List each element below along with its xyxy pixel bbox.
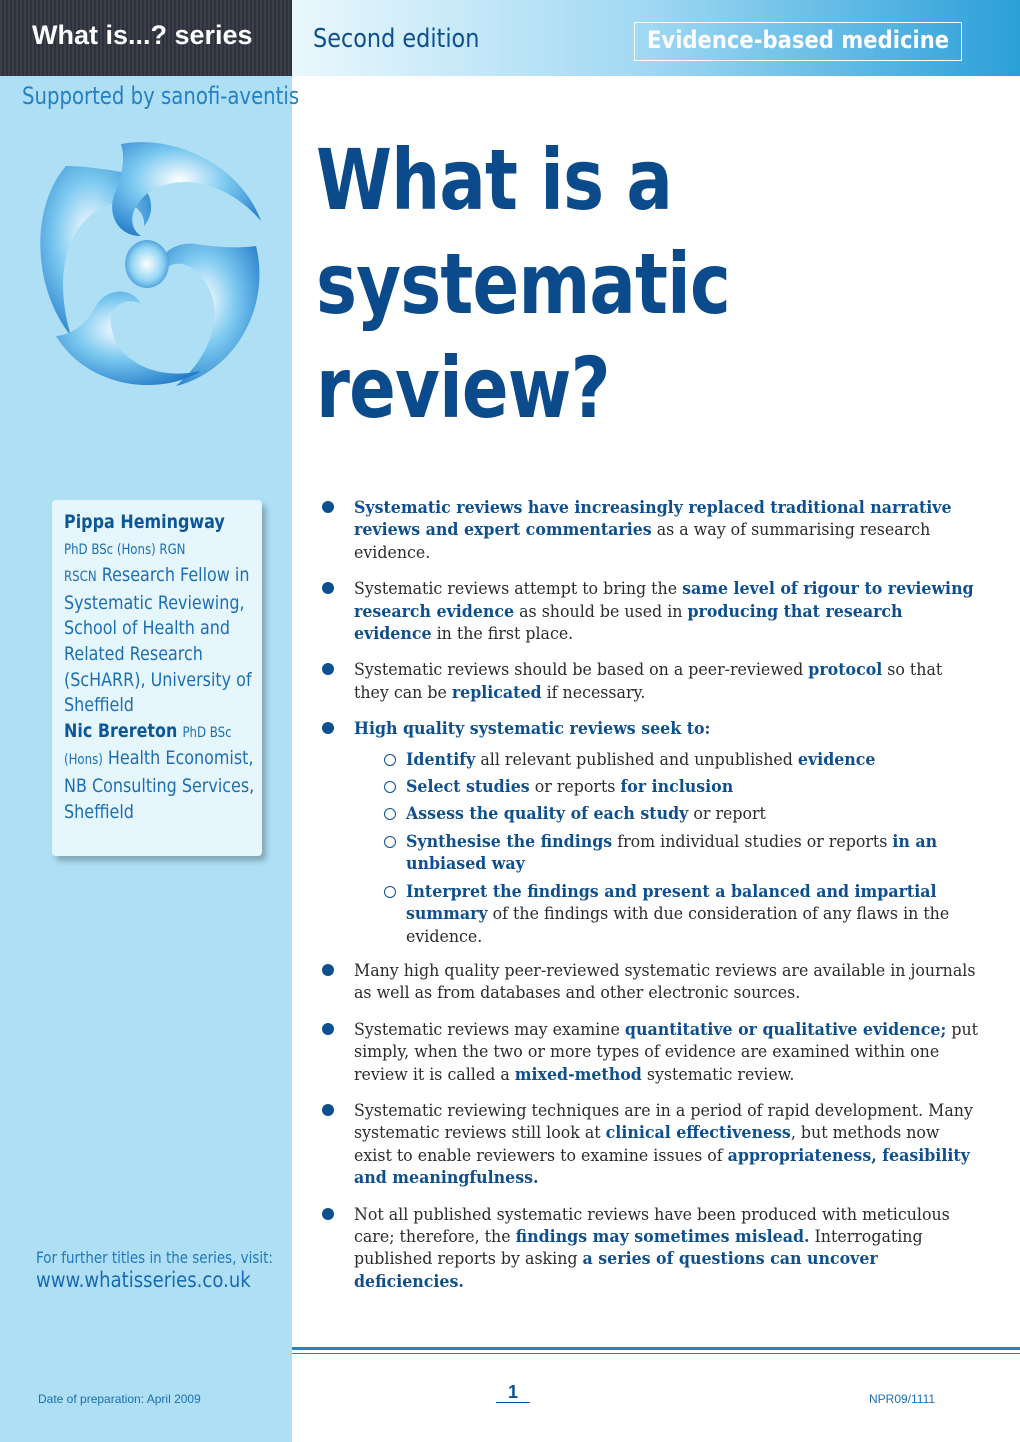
bullet-dot-icon xyxy=(322,501,334,513)
topic-box xyxy=(634,22,962,61)
body-text: as a way of summarising research evidence. xyxy=(354,520,931,563)
sponsor-line: Supported by sanofi-aventis xyxy=(22,82,300,110)
key-points-list xyxy=(320,497,980,1307)
edition-label: Second edition xyxy=(313,24,480,54)
author-1-rscn: RSCN xyxy=(64,569,97,586)
body-text: Systematic reviewing techniques are in a period of rapid development. Many systematic reviews still look at xyxy=(354,1100,973,1144)
emphasis-text: Select studies xyxy=(406,777,530,798)
emphasis-text: High quality systematic reviews seek to: xyxy=(354,719,711,740)
date-of-preparation: Date of preparation: April 2009 xyxy=(38,1392,201,1406)
emphasis-text: mixed-method xyxy=(514,1064,642,1085)
bullet-dot-icon xyxy=(322,1104,334,1116)
title-line-1: What is a xyxy=(316,131,673,229)
emphasis-text: quantitative or qualitative evidence; xyxy=(624,1019,947,1040)
bullet-item xyxy=(320,1100,980,1190)
emphasis-text: clinical effectiveness xyxy=(605,1123,791,1144)
bullet-item xyxy=(320,1204,980,1294)
footer-rule-thin xyxy=(292,1353,1020,1354)
sub-item xyxy=(320,776,980,798)
emphasis-text: protocol xyxy=(808,660,883,681)
body-text: Systematic reviews may examine xyxy=(354,1019,625,1040)
bullet-item xyxy=(320,497,980,564)
body-text: so that they can be xyxy=(354,660,943,703)
body-text: Systematic reviews should be based on a peer-reviewed xyxy=(354,660,809,681)
body-text: in the first place. xyxy=(431,624,574,645)
emphasis-text: Interpret the findings and present a balanced and impartial summary xyxy=(406,881,937,925)
bullet-dot-icon xyxy=(322,964,334,976)
sub-item xyxy=(320,831,980,876)
emphasis-text: for inclusion xyxy=(620,777,734,798)
document-code: NPR09/1111 xyxy=(869,1392,936,1406)
author-2-hons: (Hons) xyxy=(64,752,103,769)
swirl-center xyxy=(125,240,169,288)
body-text: all relevant published and unpublished xyxy=(475,749,798,770)
emphasis-text: producing that research evidence xyxy=(354,601,903,645)
title-line-3: review? xyxy=(316,339,610,437)
bullet-dot-icon xyxy=(322,582,334,594)
emphasis-text: Identify xyxy=(406,749,476,770)
bullet-item xyxy=(320,718,980,740)
bullet-item xyxy=(320,1019,980,1086)
further-titles-label: For further titles in the series, visit: xyxy=(36,1248,273,1267)
bullet-dot-icon xyxy=(322,1208,334,1220)
page-number: 1 xyxy=(496,1382,530,1403)
bullet-item xyxy=(320,960,980,1005)
body-text: as should be used in xyxy=(514,601,688,622)
sub-item xyxy=(320,803,980,825)
emphasis-text: findings may sometimes mislead. xyxy=(515,1226,810,1247)
sub-item xyxy=(320,881,980,948)
body-text: or report xyxy=(688,804,766,825)
author-1-name: Pippa Hemingway xyxy=(64,511,225,533)
emphasis-text: Systematic reviews have increasingly replaced traditional narrative reviews and expert commentaries xyxy=(354,498,952,541)
body-text: from individual studies or reports xyxy=(612,831,893,852)
sub-list xyxy=(320,749,980,948)
open-circle-icon xyxy=(384,886,396,898)
emphasis-text: replicated xyxy=(451,682,542,703)
emphasis-text: Assess the quality of each study xyxy=(406,804,689,825)
body-text: Not all published systematic reviews have been produced with meticulous care; therefore, the xyxy=(354,1204,950,1247)
author-1-quals: PhD BSc (Hons) RGN xyxy=(64,541,186,558)
emphasis-text: appropriateness, feasibility and meaningfulness. xyxy=(354,1145,970,1189)
footer-rule xyxy=(292,1347,1020,1350)
author-text xyxy=(64,510,261,825)
bullet-dot-icon xyxy=(322,722,334,734)
author-1-role: Research Fellow in Systematic Reviewing, School of Health and Related Research (ScHARR), University of Sheffield xyxy=(64,564,252,717)
series-website-link[interactable]: www.whatisseries.co.uk xyxy=(36,1268,251,1292)
bullet-item xyxy=(320,578,980,645)
emphasis-text: evidence xyxy=(797,749,876,770)
body-text: of the findings with due consideration of any flaws in the evidence. xyxy=(406,904,950,947)
author-box xyxy=(52,500,262,856)
author-2-role: Health Economist, NB Consulting Services, Sheffield xyxy=(64,747,255,823)
body-text: systematic review. xyxy=(641,1064,795,1085)
bullet-dot-icon xyxy=(322,1023,334,1035)
body-text: Systematic reviews attempt to bring the xyxy=(354,579,683,600)
bullet-dot-icon xyxy=(322,663,334,675)
body-text: put simply, when the two or more types of evidence are examined within one review it is called a xyxy=(354,1019,978,1085)
open-circle-icon xyxy=(384,808,396,820)
series-title: What is...? series xyxy=(32,20,253,50)
swirl-logo-icon xyxy=(26,136,268,394)
author-2-quals: PhD BSc xyxy=(182,724,232,741)
topic-label: Evidence-based medicine xyxy=(647,26,950,54)
open-circle-icon xyxy=(384,781,396,793)
body-text: Interrogating published reports by asking xyxy=(354,1226,923,1270)
open-circle-icon xyxy=(384,754,396,766)
title-line-2: systematic xyxy=(316,235,730,333)
emphasis-text: same level of rigour to reviewing research evidence xyxy=(354,579,974,622)
bullet-item xyxy=(320,659,980,704)
author-2-name: Nic Brereton xyxy=(64,719,178,742)
body-text: Many high quality peer-reviewed systematic reviews are available in journals as well as from databases and other electronic sources. xyxy=(354,960,976,1004)
body-text: or reports xyxy=(529,777,621,798)
emphasis-text: in an unbiased way xyxy=(406,831,938,875)
open-circle-icon xyxy=(384,836,396,848)
body-text: , but methods now exist to enable reviewers to examine issues of xyxy=(354,1123,940,1166)
emphasis-text: Synthesise the findings xyxy=(406,831,613,852)
page-title xyxy=(316,128,730,440)
swirl-bottom xyxy=(56,291,201,385)
sub-item xyxy=(320,749,980,771)
body-text: if necessary. xyxy=(541,682,646,703)
swirl-top xyxy=(112,142,261,236)
emphasis-text: a series of questions can uncover deficiencies. xyxy=(354,1249,878,1292)
swirl-right xyxy=(158,244,260,386)
